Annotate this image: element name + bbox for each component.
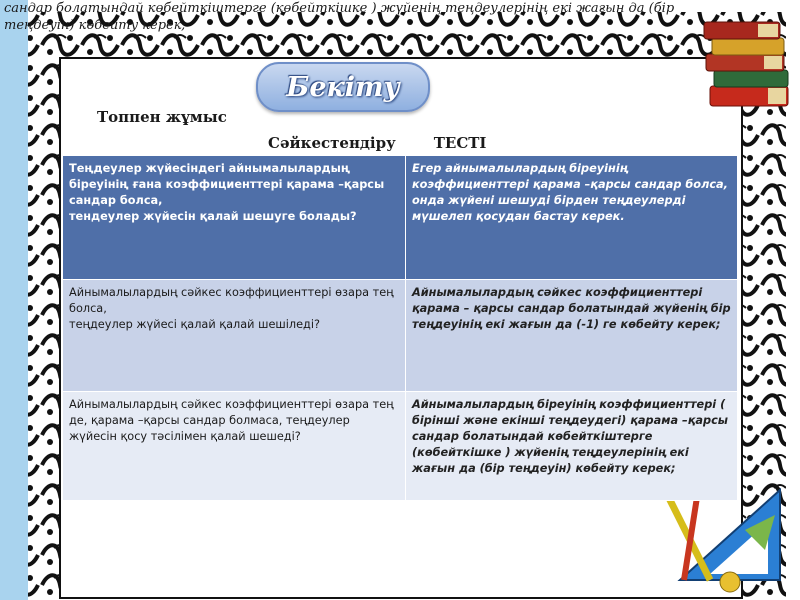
table-row <box>63 156 738 280</box>
question-cell: Теңдеулер жүйесіндегі айнымалылардың біреуінің ғана коэффициенттері қарама –қарсы сандар болса, тендеулер жүйесін қалай шешуге болады? <box>63 156 406 280</box>
test-title <box>268 134 486 152</box>
test-title-left: Сәйкестендіру <box>268 134 396 152</box>
title-badge <box>256 62 430 112</box>
books-stack-icon <box>698 8 798 116</box>
answer-cell: Егер айнымалылардың біреуінің коэффициенттері қарама –қарсы сандар болса, онда жүйені шешуді бірден теңдеулерді мүшелеп қосудан бастау керек. <box>406 156 738 280</box>
question-cell: Айнымалылардың сәйкес коэффициенттері өзара тең де, қарама –қарсы сандар болмаса, теңдеулер жүйесін қосу тәсілімен қалай шешеді? <box>63 392 406 501</box>
question-cell: Айнымалылардың сәйкес коэффициенттері өзара тең болса, теңдеулер жүйесі қалай қалай шешіледі? <box>63 280 406 392</box>
table-row <box>63 280 738 392</box>
test-title-right: ТЕСТІ <box>433 134 487 152</box>
page-title: Бекіту <box>286 71 400 103</box>
answer-cell: Айнымалылардың сәйкес коэффициенттері қарама – қарсы сандар болатындай жүйенің бір теңдеуінің екі жағын да (-1) ге көбейту керек; <box>406 280 738 392</box>
answer-cell: Айнымалылардың біреуінің коэффициенттері ( бірінші және екінші теңдеудегі) қарама –қарсы сандар болатындай көбейткіштерге (көбейткішке ) жүйенің теңдеулерінің екі жағын да (бір теңдеуін) көбейту керек; <box>406 392 738 501</box>
matching-table <box>62 155 738 501</box>
table-row <box>63 392 738 501</box>
top-text-fragment: сандар болатындай көбейткіштерге (көбейткішке ) жүйенің теңдеулерінің екі жағын да (бір теңдеуін) көбейту керек; <box>4 1 675 33</box>
subtitle: Топпен жұмыс <box>97 108 227 126</box>
